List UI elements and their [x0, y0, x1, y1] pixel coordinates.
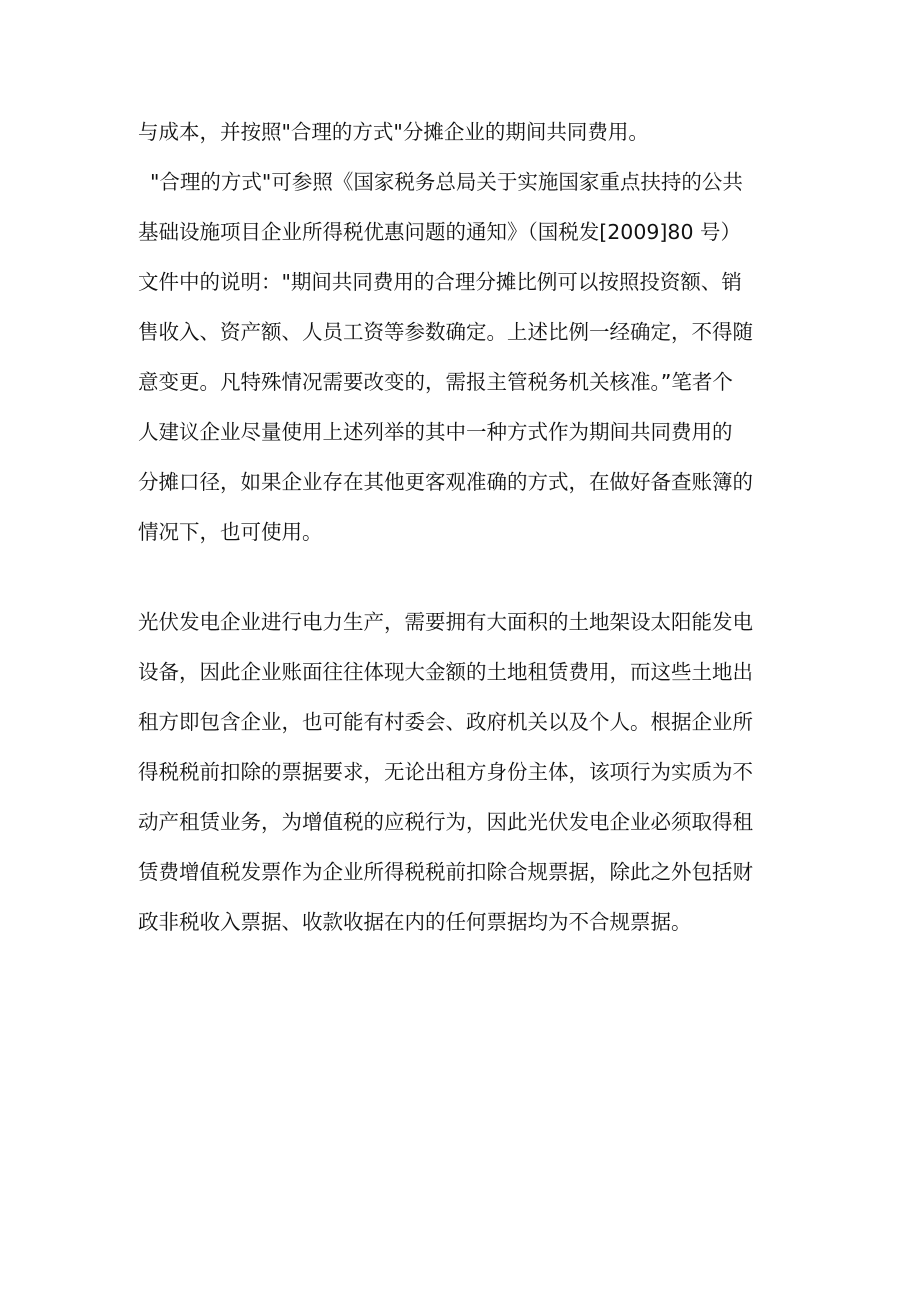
text-line: 基础设施项目企业所得税优惠问题的通知》（国税发[2009]80 号）: [138, 220, 742, 244]
text-line: 设备，因此企业账面往往体现大金额的土地租赁费用，而这些土地出: [138, 660, 753, 684]
text-line: 文件中的说明："期间共同费用的合理分摊比例可以按照投资额、销: [138, 270, 742, 294]
text-line: 售收入、资产额、人员工资等参数确定。上述比例一经确定，不得随: [138, 320, 753, 344]
text-line: 人建议企业尽量使用上述列举的其中一种方式作为期间共同费用的: [138, 420, 733, 444]
text-line: 与成本，并按照"合理的方式"分摊企业的期间共同费用。: [138, 120, 649, 144]
text-line: 光伏发电企业进行电力生产，需要拥有大面积的土地架设太阳能发电: [138, 610, 753, 634]
text-line: 赁费增值税发票作为企业所得税税前扣除合规票据，除此之外包括财: [138, 860, 753, 884]
text-line: 分摊口径，如果企业存在其他更客观准确的方式，在做好备查账簿的: [138, 470, 753, 494]
text-line: 动产租赁业务，为增值税的应税行为，因此光伏发电企业必须取得租: [138, 810, 753, 834]
text-line: 政非税收入票据、收款收据在内的任何票据均为不合规票据。: [138, 910, 692, 934]
text-line: 租方即包含企业，也可能有村委会、政府机关以及个人。根据企业所: [138, 710, 753, 734]
text-line: 得税税前扣除的票据要求，无论出租方身份主体，该项行为实质为不: [138, 760, 753, 784]
text-line: "合理的方式"可参照《国家税务总局关于实施国家重点扶持的公共: [150, 170, 743, 194]
text-line: 情况下，也可使用。: [138, 520, 323, 544]
text-line: 意变更。凡特殊情况需要改变的，需报主管税务机关核准。”笔者个: [138, 370, 733, 394]
